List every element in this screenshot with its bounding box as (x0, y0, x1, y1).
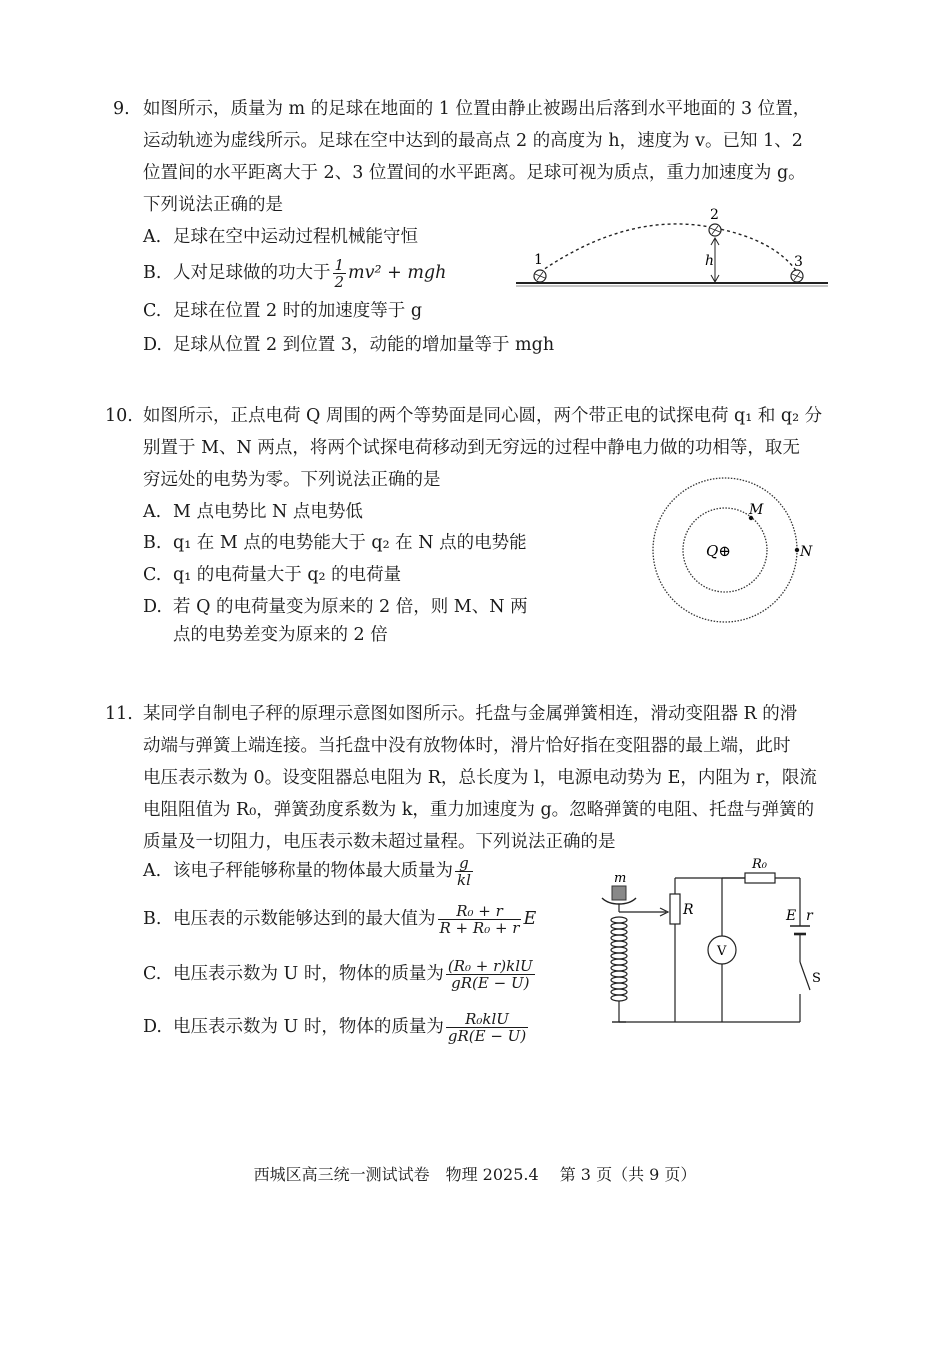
q11-stem-line-5: 质量及一切阻力，电压表示数未超过量程。下列说法正确的是 (143, 832, 616, 852)
q10-option-c-text: q₁ 的电荷量大于 q₂ 的电荷量 (173, 565, 402, 585)
label-3: 3 (794, 254, 803, 270)
q11-option-b-letter: B. (143, 909, 162, 929)
q9-number: 9. (113, 99, 130, 119)
label-h: h (705, 253, 715, 269)
q11-option-d-fraction (446, 1011, 528, 1044)
q11-option-a (143, 852, 475, 890)
q11-option-d-text: 电压表示数为 U 时，物体的质量为 (173, 1017, 444, 1037)
q9-option-b-fraction (333, 257, 347, 290)
q9-option-d-letter: D. (143, 335, 162, 355)
q9-option-c (143, 300, 422, 322)
q11-stem-line-2: 动端与弹簧上端连接。当托盘中没有放物体时，滑片恰好指在变阻器的最上端，此时 (143, 736, 791, 756)
q11-option-a-frac-num: g (455, 855, 473, 872)
page-footer: 西城区高三统一测试试卷 物理 2025.4 第 3 页（共 9 页） (253, 1165, 697, 1184)
q11-option-b (143, 900, 536, 938)
label-1: 1 (534, 252, 543, 268)
rheostat-r (670, 894, 680, 924)
q11-option-a-frac-den: kl (457, 871, 471, 889)
q10-number: 10. (105, 406, 133, 426)
q11-option-d (143, 1008, 530, 1046)
q9-option-a (143, 226, 418, 248)
q11-option-c-fraction (446, 958, 535, 991)
q9-option-c-text: 足球在位置 2 时的加速度等于 g (173, 301, 423, 321)
q10-option-a (143, 501, 363, 523)
q10-option-b (143, 532, 527, 554)
q9-option-a-letter: A. (143, 227, 162, 247)
q9-trajectory-figure (510, 200, 830, 295)
switch-s (800, 962, 810, 990)
q11-option-c-letter: C. (143, 964, 162, 984)
q10-stem-line-1: 如图所示，正点电荷 Q 周围的两个等势面是同心圆，两个带正电的试探电荷 q₁ 和 q₂ 分 (143, 406, 823, 426)
q9-stem-line-4: 下列说法正确的是 (143, 195, 283, 215)
q11-option-c (143, 955, 537, 993)
label-r0: R₀ (752, 857, 767, 872)
q11-option-a-fraction (455, 855, 473, 888)
q10-option-d-letter: D. (143, 597, 162, 617)
q11-option-b-tail: E (523, 909, 537, 929)
label-m: m (614, 871, 627, 886)
q11-number: 11. (105, 704, 133, 724)
q9-option-b-frac-den: 2 (334, 273, 345, 291)
q11-option-c-frac-num: (R₀ + r)klU (447, 957, 533, 975)
q10-stem-line-2: 别置于 M、N 两点，将两个试探电荷移动到无穷远的过程中静电力做的功相等，取无 (143, 438, 800, 458)
q10-option-d (143, 596, 528, 618)
q9-option-b-tail: mv² + mgh (348, 263, 447, 283)
q10-option-c (143, 564, 401, 586)
q10-option-c-letter: C. (143, 565, 162, 585)
q11-stem-line-3: 电压表示数为 0。设变阻器总电阻为 R，总长度为 l，电源电动势为 E，内阻为 r，限流 (143, 768, 817, 788)
q10-option-d-text: 若 Q 的电荷量变为原来的 2 倍，则 M、N 两 (173, 597, 528, 617)
q11-circuit-figure (590, 850, 840, 1035)
q9-option-b-text: 人对足球做的功大于 (173, 263, 331, 283)
q11-option-d-frac-num: R₀klU (446, 1011, 528, 1028)
mass-block (612, 886, 626, 900)
q10-equipotential-figure (645, 470, 835, 640)
q11-option-a-text: 该电子秤能够称量的物体最大质量为 (173, 861, 453, 881)
q10-option-a-text: M 点电势比 N 点电势低 (173, 502, 363, 522)
q11-option-b-fraction (438, 903, 522, 936)
q9-option-b-frac-num: 1 (334, 256, 345, 274)
q11-option-b-text: 电压表的示数能够达到的最大值为 (173, 909, 436, 929)
spring (611, 917, 627, 1001)
label-r-internal: r (806, 908, 813, 924)
label-e: E (786, 908, 797, 924)
q11-option-b-frac-num: R₀ + r (438, 903, 522, 920)
q9-stem-line-2: 运动轨迹为虚线所示。足球在空中达到的最高点 2 的高度为 h，速度为 v。已知 1、2 (143, 131, 803, 151)
label-r: R (683, 902, 694, 918)
q9-stem-line-1: 如图所示，质量为 m 的足球在地面的 1 位置由静止被踢出后落到水平地面的 3 位置， (143, 99, 811, 119)
q11-option-d-frac-den: gR(E − U) (447, 1027, 527, 1045)
q10-option-a-letter: A. (143, 502, 162, 522)
q11-option-b-frac-den: R + R₀ + r (439, 919, 520, 937)
label-q-charge: Q⊕ (706, 542, 731, 560)
q9-option-a-text: 足球在空中运动过程机械能守恒 (173, 227, 418, 247)
q9-stem-line-3: 位置间的水平距离大于 2、3 位置间的水平距离。足球可视为质点，重力加速度为 g。 (143, 163, 806, 183)
q11-option-c-text: 电压表示数为 U 时，物体的质量为 (173, 964, 444, 984)
q9-option-d-text: 足球从位置 2 到位置 3，动能的增加量等于 mgh (173, 335, 555, 355)
label-n: N (800, 544, 813, 560)
q9-option-c-letter: C. (143, 301, 162, 321)
label-v: V (717, 944, 727, 959)
label-2: 2 (710, 207, 719, 223)
q11-option-a-letter: A. (143, 861, 162, 881)
q10-stem-line-3: 穷远处的电势为零。下列说法正确的是 (143, 470, 441, 490)
point-n-dot (795, 548, 799, 552)
q10-option-b-text: q₁ 在 M 点的电势能大于 q₂ 在 N 点的电势能 (173, 533, 527, 553)
q11-option-c-frac-den: gR(E − U) (451, 974, 530, 992)
trajectory-dashed-curve (540, 224, 797, 272)
q9-option-b-letter: B. (143, 263, 162, 283)
q10-option-d-line-2: 点的电势差变为原来的 2 倍 (173, 625, 388, 645)
q11-option-d-letter: D. (143, 1017, 162, 1037)
label-m: M (749, 502, 764, 518)
q10-option-b-letter: B. (143, 533, 162, 553)
q11-stem-line-1: 某同学自制电子秤的原理示意图如图所示。托盘与金属弹簧相连，滑动变阻器 R 的滑 (143, 704, 798, 724)
label-s: S (812, 971, 821, 986)
resistor-r0 (745, 873, 775, 883)
q9-option-d (143, 334, 554, 356)
q9-option-b (143, 256, 446, 290)
q11-stem-line-4: 电阻阻值为 R₀，弹簧劲度系数为 k，重力加速度为 g。忽略弹簧的电阻、托盘与弹簧的 (143, 800, 815, 820)
